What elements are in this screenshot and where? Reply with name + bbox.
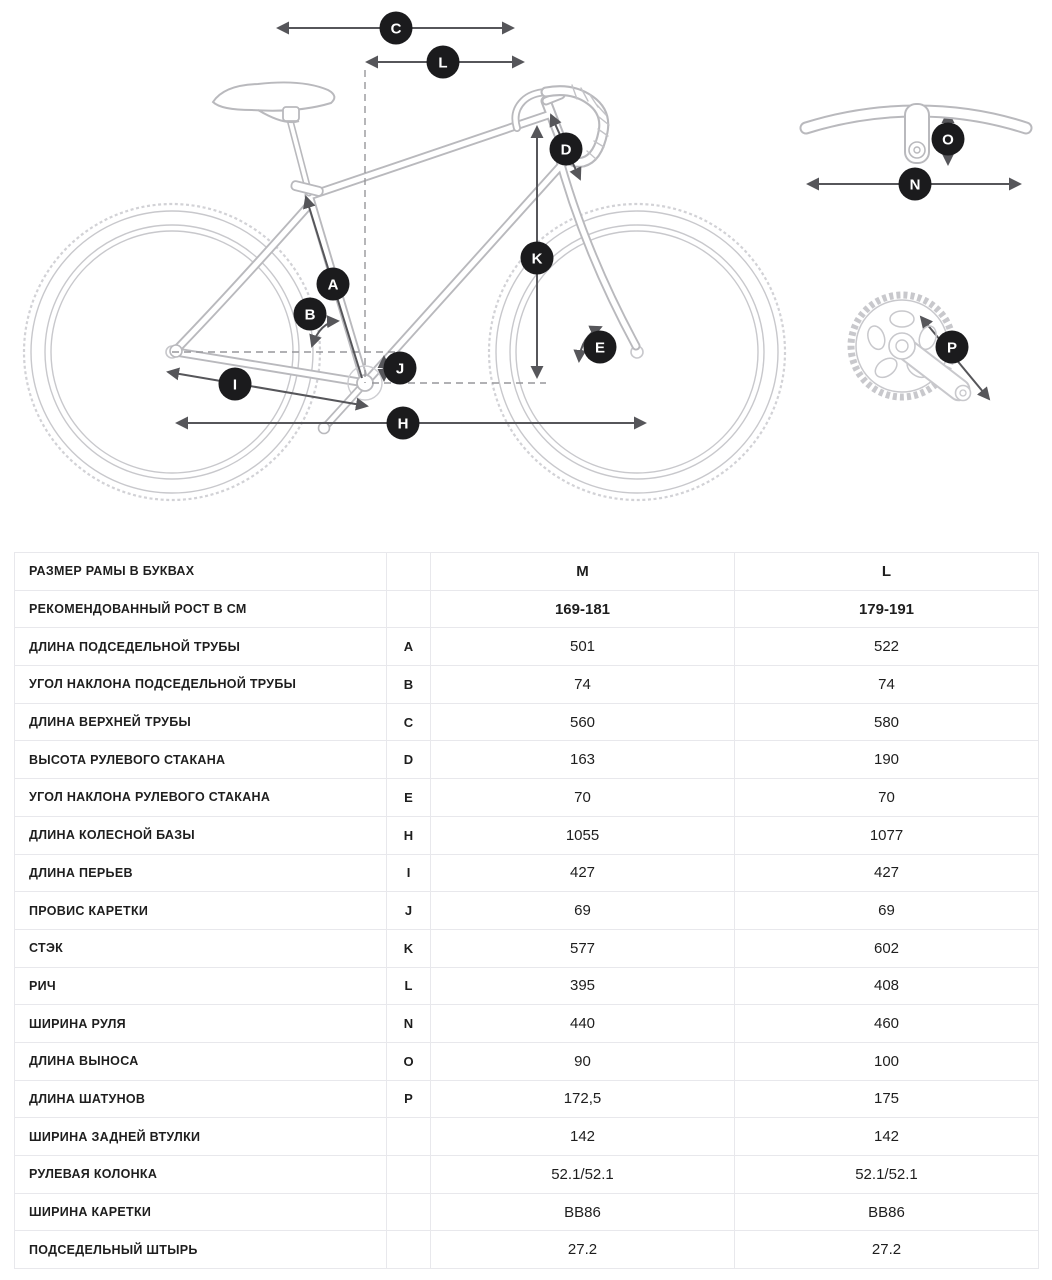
svg-text:I: I	[232, 376, 238, 394]
row-label: ШИРИНА КАРЕТКИ	[15, 1193, 387, 1231]
row-label: РЕКОМЕНДОВАННЫЙ РОСТ В СМ	[15, 590, 387, 628]
table-row	[15, 854, 1039, 892]
svg-text:J: J	[395, 360, 405, 378]
row-label: ДЛИНА КОЛЕСНОЙ БАЗЫ	[15, 816, 387, 854]
value-size-m: 90	[431, 1042, 735, 1080]
badge-N	[899, 168, 932, 201]
row-letter-badge: B	[387, 666, 431, 704]
value-size-m: 52.1/52.1	[431, 1156, 735, 1194]
row-label: ДЛИНА ВЫНОСА	[15, 1042, 387, 1080]
badge-J	[384, 352, 417, 385]
value-size-l: 70	[735, 779, 1039, 817]
table-row	[15, 590, 1039, 628]
value-size-l: 27.2	[735, 1231, 1039, 1269]
svg-text:C: C	[390, 20, 402, 38]
svg-text:N: N	[909, 176, 921, 194]
row-letter-badge: L	[387, 967, 431, 1005]
row-letter-badge: P	[387, 1080, 431, 1118]
row-label: ДЛИНА ПЕРЬЕВ	[15, 854, 387, 892]
value-size-m: 70	[431, 779, 735, 817]
table-row	[15, 703, 1039, 741]
row-letter-badge	[387, 590, 431, 628]
row-label: УГОЛ НАКЛОНА РУЛЕВОГО СТАКАНА	[15, 779, 387, 817]
row-letter-badge	[387, 553, 431, 591]
badge-O	[932, 123, 965, 156]
table-row	[15, 1193, 1039, 1231]
value-size-l: 74	[735, 666, 1039, 704]
row-letter-badge	[387, 1193, 431, 1231]
row-letter-badge	[387, 1231, 431, 1269]
badge-A	[317, 268, 350, 301]
row-label: ВЫСОТА РУЛЕВОГО СТАКАНА	[15, 741, 387, 779]
value-size-m: 1055	[431, 816, 735, 854]
value-size-l: 52.1/52.1	[735, 1156, 1039, 1194]
value-size-m: 169-181	[431, 590, 735, 628]
row-letter-badge	[387, 1118, 431, 1156]
value-size-m: 577	[431, 929, 735, 967]
svg-text:B: B	[304, 306, 316, 324]
badge-K	[521, 242, 554, 275]
row-letter-badge: I	[387, 854, 431, 892]
row-letter-badge: N	[387, 1005, 431, 1043]
value-size-l: 1077	[735, 816, 1039, 854]
value-size-l: 100	[735, 1042, 1039, 1080]
badge-E	[584, 331, 617, 364]
row-label: ДЛИНА ШАТУНОВ	[15, 1080, 387, 1118]
table-row	[15, 1042, 1039, 1080]
bike-geometry-diagram	[0, 0, 1052, 545]
table-row	[15, 1231, 1039, 1269]
row-letter-badge: A	[387, 628, 431, 666]
row-letter-badge: D	[387, 741, 431, 779]
table-row	[15, 967, 1039, 1005]
value-size-m: 69	[431, 892, 735, 930]
value-size-m: 501	[431, 628, 735, 666]
badge-B	[294, 298, 327, 331]
table-row	[15, 929, 1039, 967]
table-row	[15, 628, 1039, 666]
row-letter-badge: C	[387, 703, 431, 741]
row-label: РУЛЕВАЯ КОЛОНКА	[15, 1156, 387, 1194]
badge-I	[219, 368, 252, 401]
table-row	[15, 1118, 1039, 1156]
row-letter-badge	[387, 1156, 431, 1194]
row-label: ПРОВИС КАРЕТКИ	[15, 892, 387, 930]
geometry-table	[14, 552, 1039, 1269]
svg-text:L: L	[438, 54, 448, 72]
svg-text:H: H	[397, 415, 409, 433]
value-size-m: 440	[431, 1005, 735, 1043]
value-size-l: 580	[735, 703, 1039, 741]
badge-P	[936, 331, 969, 364]
row-label: ДЛИНА ВЕРХНЕЙ ТРУБЫ	[15, 703, 387, 741]
table-row	[15, 1005, 1039, 1043]
row-letter-badge: E	[387, 779, 431, 817]
value-size-l: 460	[735, 1005, 1039, 1043]
value-size-m: 172,5	[431, 1080, 735, 1118]
table-row	[15, 741, 1039, 779]
row-label: ПОДСЕДЕЛЬНЫЙ ШТЫРЬ	[15, 1231, 387, 1269]
row-letter-badge: K	[387, 929, 431, 967]
value-size-m: 395	[431, 967, 735, 1005]
table-row	[15, 553, 1039, 591]
geometry-table-section	[14, 552, 1038, 1269]
svg-text:A: A	[327, 276, 339, 294]
badge-L	[427, 46, 460, 79]
value-size-m: 163	[431, 741, 735, 779]
geometry-table-body	[15, 553, 1039, 1269]
svg-text:P: P	[946, 339, 958, 357]
handlebar-top-view	[806, 104, 1026, 163]
badge-C	[380, 12, 413, 45]
saddle-icon	[213, 82, 334, 196]
value-size-l: 190	[735, 741, 1039, 779]
row-letter-badge: J	[387, 892, 431, 930]
table-row	[15, 1080, 1039, 1118]
value-size-m: 142	[431, 1118, 735, 1156]
svg-text:D: D	[560, 141, 572, 159]
row-label: РАЗМЕР РАМЫ В БУКВАХ	[15, 553, 387, 591]
value-size-l: 427	[735, 854, 1039, 892]
row-letter-badge: O	[387, 1042, 431, 1080]
row-label: ШИРИНА РУЛЯ	[15, 1005, 387, 1043]
table-row	[15, 666, 1039, 704]
row-label: СТЭК	[15, 929, 387, 967]
value-size-m: 74	[431, 666, 735, 704]
value-size-m: 27.2	[431, 1231, 735, 1269]
row-label: УГОЛ НАКЛОНА ПОДСЕДЕЛЬНОЙ ТРУБЫ	[15, 666, 387, 704]
table-row	[15, 816, 1039, 854]
value-size-m: 427	[431, 854, 735, 892]
row-label: ДЛИНА ПОДСЕДЕЛЬНОЙ ТРУБЫ	[15, 628, 387, 666]
value-size-l: L	[735, 553, 1039, 591]
geometry-diagram-svg	[0, 0, 1052, 545]
badge-H	[387, 407, 420, 440]
value-size-l: 69	[735, 892, 1039, 930]
value-size-l: BB86	[735, 1193, 1039, 1231]
value-size-l: 179-191	[735, 590, 1039, 628]
row-label: ШИРИНА ЗАДНЕЙ ВТУЛКИ	[15, 1118, 387, 1156]
svg-text:K: K	[531, 250, 543, 268]
value-size-l: 602	[735, 929, 1039, 967]
row-label: РИЧ	[15, 967, 387, 1005]
value-size-l: 175	[735, 1080, 1039, 1118]
badge-D	[550, 133, 583, 166]
svg-text:E: E	[594, 339, 606, 357]
svg-text:O: O	[942, 131, 954, 149]
table-row	[15, 1156, 1039, 1194]
row-letter-badge: H	[387, 816, 431, 854]
reference-dashed-lines	[172, 70, 546, 383]
value-size-l: 522	[735, 628, 1039, 666]
value-size-m: BB86	[431, 1193, 735, 1231]
value-size-m: M	[431, 553, 735, 591]
value-size-m: 560	[431, 703, 735, 741]
value-size-l: 408	[735, 967, 1039, 1005]
table-row	[15, 892, 1039, 930]
value-size-l: 142	[735, 1118, 1039, 1156]
table-row	[15, 779, 1039, 817]
